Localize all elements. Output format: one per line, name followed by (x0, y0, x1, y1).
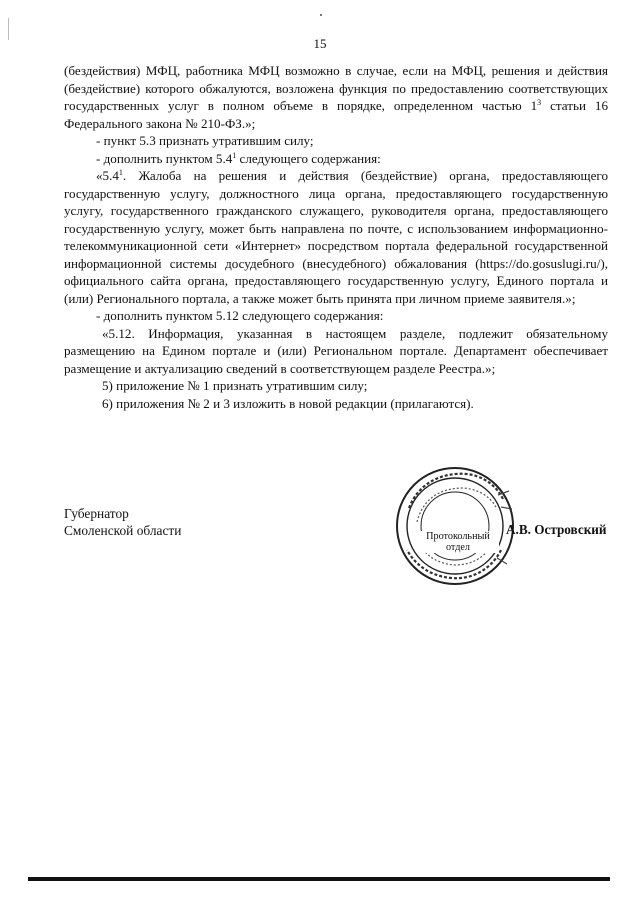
signature-title-line: Смоленской области (64, 523, 182, 538)
paragraph-mfc-complaint (64, 62, 608, 132)
paragraph-appendices-2-3: 6) приложения № 2 и 3 изложить в новой редакции (прилагаются). (102, 395, 474, 411)
paragraph-add-5-4-1 (64, 150, 608, 168)
stamp-graphic (393, 464, 517, 588)
paragraph-item-5-3: - пункт 5.3 признать утратившим силу; (96, 133, 314, 148)
superscript: 3 (537, 98, 542, 107)
paragraph-text: - дополнить пунктом 5.4 (96, 150, 233, 166)
document-body (64, 62, 608, 412)
signature-name: А.В. Островский (506, 522, 607, 537)
scan-dot-mark (320, 14, 322, 16)
signature-title (64, 505, 181, 539)
paragraph-text: (бездействия) МФЦ, работника МФЦ возможно в случае, если на МФЦ, решения и действия (бездействие) которого обжалуются, возложена функция по предоставлению соответствующих государственных услуг в полном объеме в порядке, определенном частью 1 (64, 63, 608, 113)
superscript: 1 (232, 150, 237, 160)
paragraph-text: статьи 16 Федерального закона № 210-ФЗ.»; (64, 98, 608, 131)
paragraph-text: . Жалоба на решения и действия (бездействие) органа, предоставляющего государственную услугу, должностного лица органа, предоставляющего государственную услугу, государственного гражданского служащего, руководителя органа, предоставляющего государственную услугу, может быть направлена по почте, с использованием информационно-телекоммуникационной сети «Интернет» посредством портала федеральной государственной информационной системы досудебного (внесудебного) обжалования (https://do.gosuslugi.ru/), официального сайта органа, предоставляющего государственную услугу, Единого портала и (или) Регионального портала, а также может быть принята при личном приеме заявителя.»; (64, 168, 608, 306)
bottom-rule (28, 877, 610, 881)
stamp-label (417, 531, 499, 553)
page-number: 15 (313, 36, 327, 51)
paragraph-add-5-12: - дополнить пунктом 5.12 следующего содержания: (96, 308, 384, 323)
paragraph-text: «5.4 (96, 168, 119, 183)
paragraph-appendix-1: 5) приложение № 1 признать утратившим силу; (102, 378, 368, 393)
signature-title-line: Губернатор (64, 506, 129, 521)
official-stamp (393, 464, 517, 588)
stamp-label-line: отдел (445, 542, 471, 553)
superscript: 1 (118, 168, 123, 177)
paragraph-complaint-text (64, 167, 608, 307)
paragraph-text: следующего содержания: (236, 150, 381, 166)
stamp-label-line: Протокольный (426, 531, 490, 542)
paragraph-5-12-text: «5.12. Информация, указанная в настоящем разделе, подлежит обязательному размещению на Едином портале и (или) Региональном портале. Департамент обеспечивает размещение и актуализацию сведений в соответствующем разделе Реестра.»; (64, 325, 608, 376)
